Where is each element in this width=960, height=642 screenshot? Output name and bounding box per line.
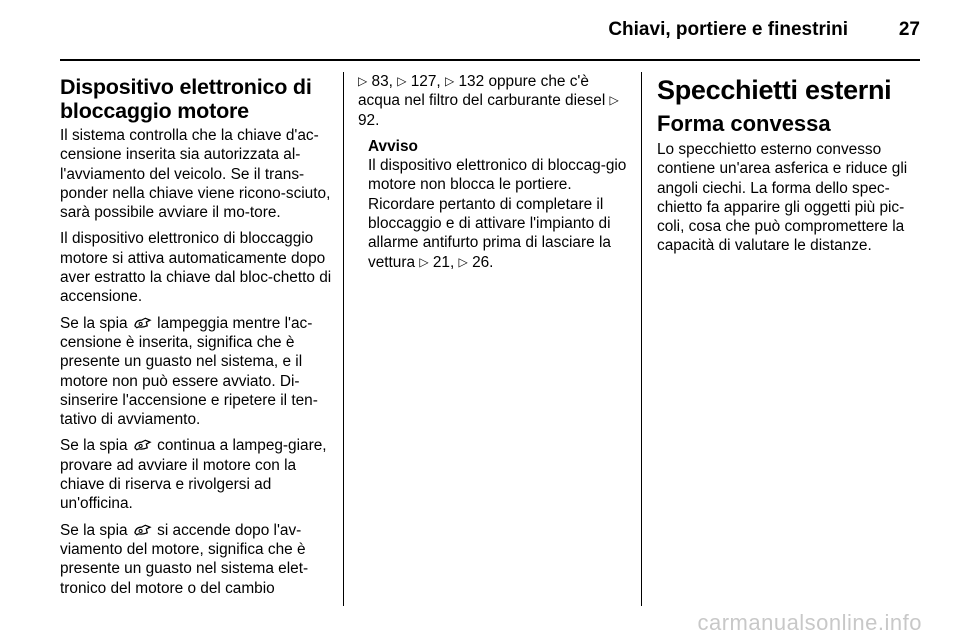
page-header [0, 0, 960, 60]
immobiliser-lamp-icon [133, 438, 152, 452]
page-ref: 127, [410, 73, 441, 90]
text-fragment: 132 oppure che c'è acqua nel filtro del carburante diesel [358, 73, 606, 110]
note-box [358, 137, 630, 272]
triangle-ref-icon: ▷ [609, 93, 619, 108]
section-heading-mirrors: Specchietti esterni [657, 75, 892, 105]
text-fragment: Il dispositivo elettronico di bloccag-gio motore non blocca le portiere. Ricordare pertanto di completare il bloccaggio e di attivare l'impianto di allarme antifurto prima di lasciare la vettura [368, 157, 627, 271]
page-ref: 92. [358, 111, 380, 129]
column-divider [343, 72, 344, 606]
header-title: Chiavi, portiere e finestrini [608, 19, 848, 40]
text-fragment: Se la spia [60, 521, 128, 539]
triangle-ref-icon: ▷ [397, 74, 407, 88]
paragraph: Lo specchietto esterno convesso contiene un'area asferica e riduce gli angoli ciechi. La forma dello spec-chietto fa apparire gli oggetti più pic-coli, cosa che può compromettere la capacità di valutare le distanze. [657, 141, 908, 255]
column-divider [641, 72, 642, 606]
column-2 [358, 72, 630, 272]
paragraph [358, 72, 630, 130]
paragraph: Il sistema controlla che la chiave d'ac-censione inserita sia autorizzata al-l'avviamento del veicolo. Se il trans-ponder nella chiave viene ricono-sciuto, sarà possibile avviare il mo-tore. [60, 127, 331, 222]
triangle-ref-icon: ▷ [444, 74, 455, 88]
paragraph [60, 521, 332, 598]
text-fragment: lampeggia mentre l'ac-censione è inserita, significa che è presente un guasto nel sistema, e il motore non può essere avviato. Di-sinserire l'accensione e ripetere il ten-tativo di avviamento. [60, 314, 318, 429]
header-rule [60, 59, 920, 61]
triangle-ref-icon: ▷ [358, 74, 368, 88]
triangle-ref-icon: ▷ [419, 254, 429, 269]
column-1 [60, 72, 332, 605]
text-fragment: Se la spia [60, 437, 128, 455]
section-heading-immobiliser: Dispositivo elettronico di bloccaggio motore [60, 75, 312, 123]
subheading-convex: Forma convessa [657, 111, 831, 136]
watermark: carmanualsonline.info [697, 610, 922, 635]
paragraph: Il dispositivo elettronico di bloccaggio motore si attiva automaticamente dopo aver estratto la chiave dal bloc-chetto di accensione. [60, 230, 332, 306]
page-ref: 21, [432, 253, 455, 271]
paragraph [60, 314, 332, 430]
column-3 [657, 72, 922, 263]
immobiliser-lamp-icon [133, 316, 152, 330]
page-ref: 26. [472, 253, 494, 271]
text-fragment: continua a lampeg-giare, provare ad avviare il motore con la chiave di riserva e rivolgersi ad un'officina. [60, 437, 327, 513]
page-number: 27 [898, 19, 920, 40]
triangle-ref-icon: ▷ [458, 254, 468, 269]
paragraph [60, 436, 332, 513]
note-text [368, 156, 630, 272]
text-fragment: si accende dopo l'av-viamento del motore, significa che è presente un guasto nel sistema elet-tronico del motore o del cambio [60, 521, 309, 597]
immobiliser-lamp-icon [133, 523, 152, 537]
page-ref: 83, [371, 73, 393, 90]
note-title: Avviso [368, 137, 418, 155]
text-fragment: Se la spia [60, 314, 128, 332]
